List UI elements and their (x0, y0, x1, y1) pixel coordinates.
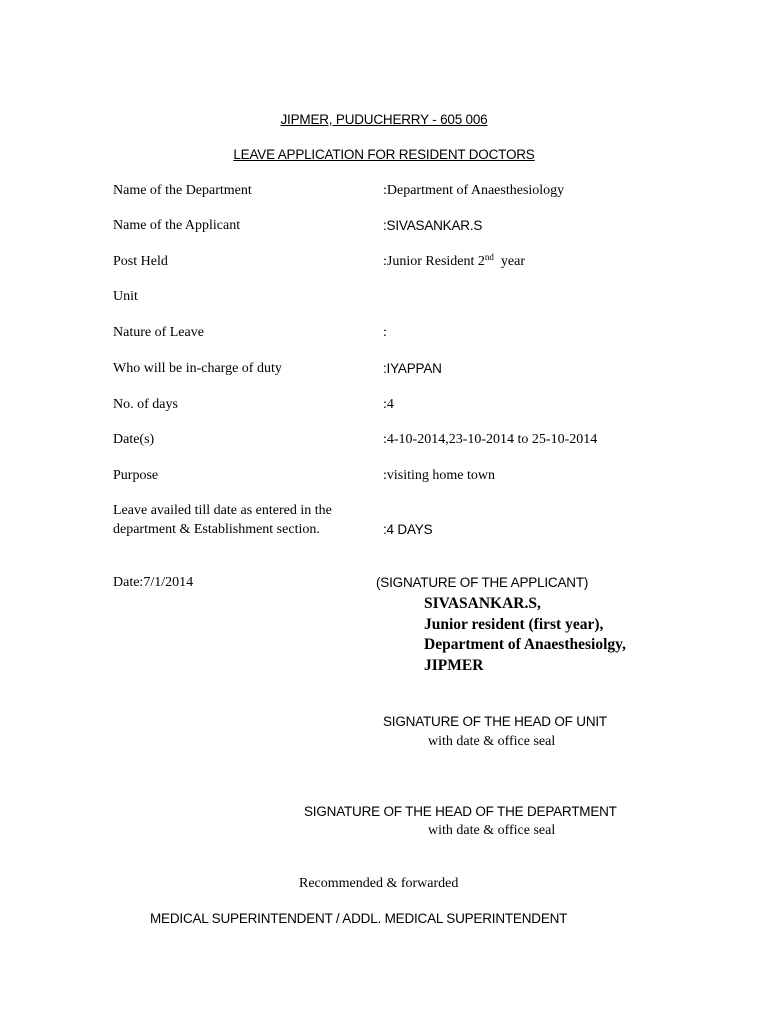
no-of-days-value: :4 (383, 397, 394, 412)
department-value: :Department of Anaesthesiology (383, 183, 565, 198)
no-of-days-label: No. of days (113, 397, 178, 412)
applicant-department: Department of Anaesthesiolgy, (424, 636, 626, 653)
applicant-institution: JIPMER (424, 657, 484, 674)
applicant-name: SIVASANKAR.S, (424, 595, 541, 612)
purpose-label: Purpose (113, 468, 159, 483)
post-held-value (383, 254, 525, 270)
head-of-department-seal-note: with date & office seal (428, 823, 556, 838)
recommendation-note: Recommended & forwarded (299, 876, 459, 891)
post-held-label: Post Held (113, 254, 168, 269)
unit-label: Unit (113, 289, 138, 304)
nature-of-leave-value: : (383, 325, 387, 340)
post-held-sup: nd (484, 252, 494, 262)
purpose-value: :visiting home town (383, 468, 495, 483)
leave-availed-label-line1: Leave availed till date as entered in the (113, 503, 332, 518)
leave-availed-label-line2: department & Establishment section. (113, 522, 320, 537)
post-held-suffix: year (493, 254, 525, 269)
application-date: Date:7/1/2014 (113, 575, 194, 590)
applicant-name-value: :SIVASANKAR.S (383, 218, 483, 233)
applicant-signature-caption: (SIGNATURE OF THE APPLICANT) (376, 575, 589, 590)
duty-incharge-value: :IYAPPAN (383, 361, 442, 376)
duty-incharge-label: Who will be in-charge of duty (113, 361, 282, 376)
department-label: Name of the Department (113, 183, 252, 198)
dates-value: :4-10-2014,23-10-2014 to 25-10-2014 (383, 432, 598, 447)
post-held-main: :Junior Resident 2 (383, 254, 485, 269)
applicant-designation: Junior resident (first year), (424, 616, 604, 633)
medical-superintendent-caption: MEDICAL SUPERINTENDENT / ADDL. MEDICAL SUPERINTENDENT (150, 911, 568, 926)
head-of-department-signature-caption: SIGNATURE OF THE HEAD OF THE DEPARTMENT (304, 804, 617, 819)
nature-of-leave-label: Nature of Leave (113, 325, 204, 340)
head-of-unit-seal-note: with date & office seal (428, 734, 556, 749)
form-title: LEAVE APPLICATION FOR RESIDENT DOCTORS (233, 147, 535, 162)
dates-label: Date(s) (113, 432, 155, 447)
institution-heading: JIPMER, PUDUCHERRY - 605 006 (280, 112, 488, 127)
leave-availed-value: :4 DAYS (383, 522, 433, 537)
head-of-unit-signature-caption: SIGNATURE OF THE HEAD OF UNIT (383, 714, 607, 729)
applicant-name-label: Name of the Applicant (113, 218, 241, 233)
